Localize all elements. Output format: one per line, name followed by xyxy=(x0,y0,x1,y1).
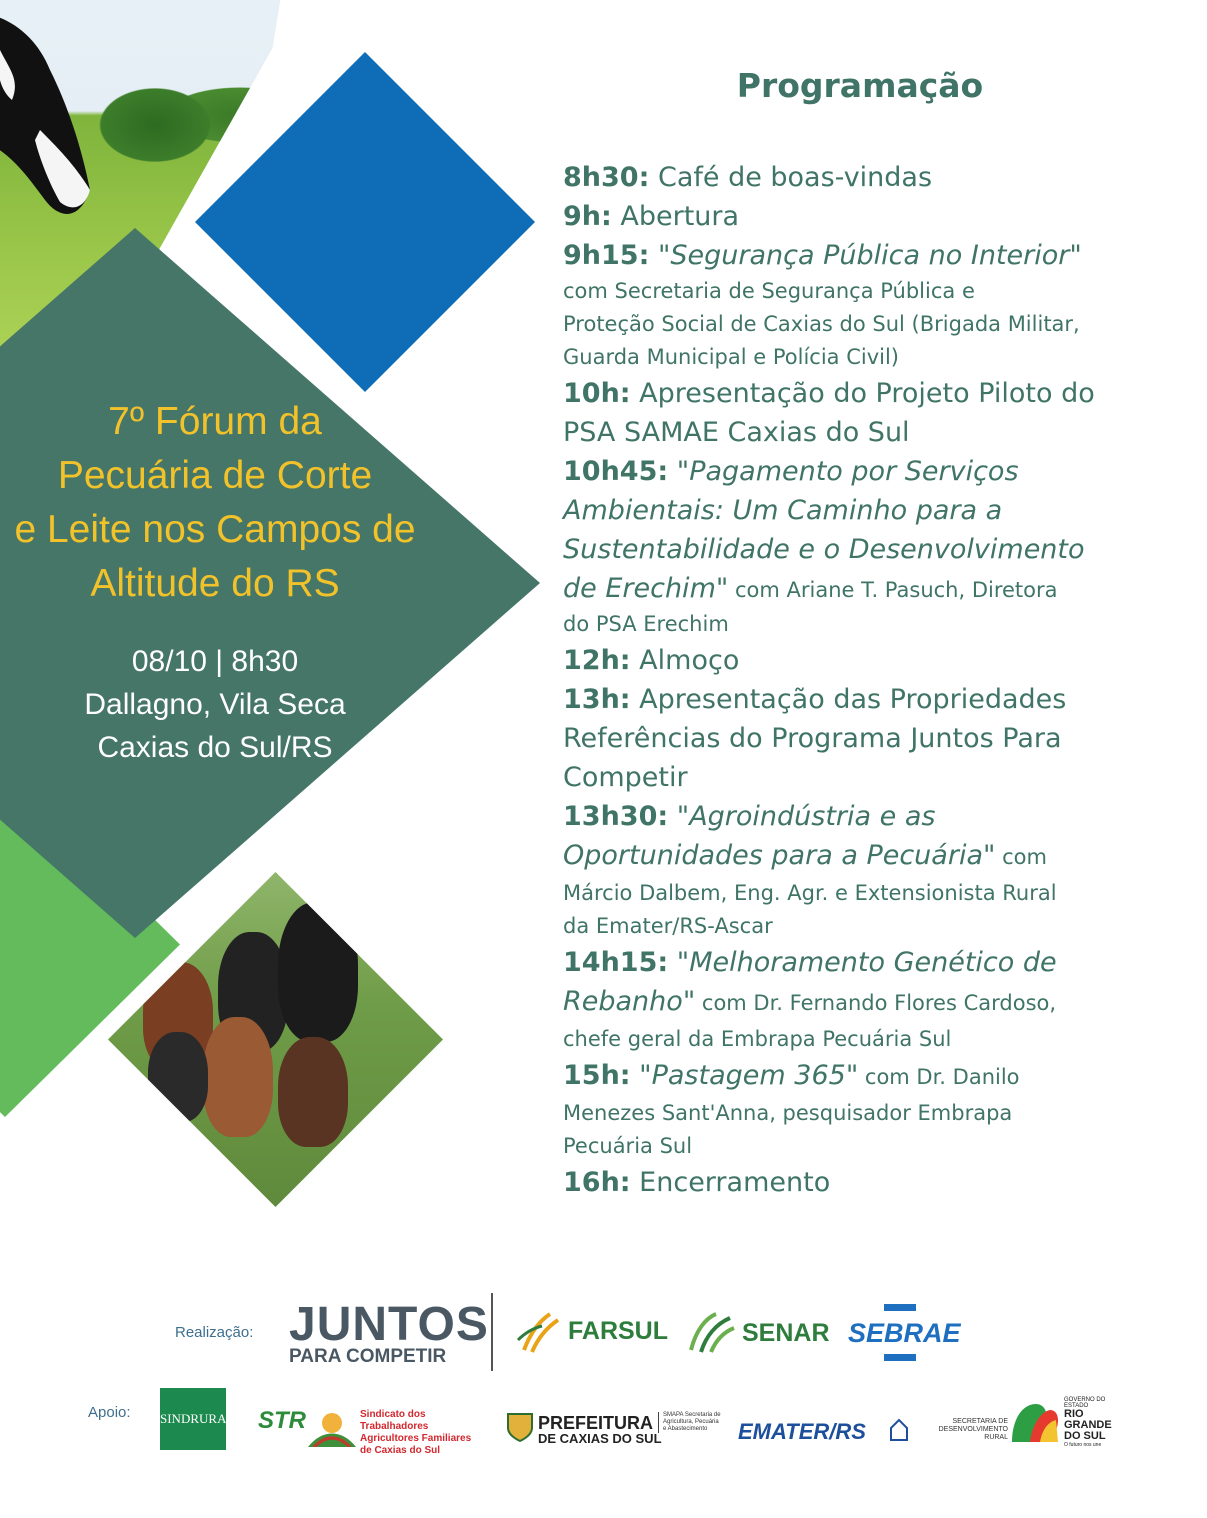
program-item xyxy=(563,197,1163,236)
prefeitura-line2: DE CAXIAS DO SUL xyxy=(538,1431,662,1446)
str-sun-field-icon xyxy=(308,1407,356,1447)
program-item xyxy=(563,158,1163,197)
cattle-herd-photo xyxy=(108,872,443,1207)
program-item xyxy=(563,236,1163,275)
program-detail: Proteção Social de Caxias do Sul (Brigada Militar, xyxy=(563,312,1080,336)
quote-close: " xyxy=(1069,240,1082,271)
program-item xyxy=(563,641,1163,680)
program-time: 14h15: xyxy=(563,947,669,978)
rs-profile-icon xyxy=(1010,1400,1060,1444)
program-detail: com Secretaria de Segurança Pública e xyxy=(563,279,975,303)
program-detail: do PSA Erechim xyxy=(563,612,729,636)
program-time: 16h: xyxy=(563,1167,631,1198)
program-detail: Guarda Municipal e Polícia Civil) xyxy=(563,345,899,369)
str-abbr: STR xyxy=(258,1407,306,1434)
program-item xyxy=(563,374,1163,413)
quote-open: " xyxy=(668,947,690,978)
program-heading: Programação xyxy=(736,66,984,105)
program-talk-title-end: Oportunidades para a Pecuária xyxy=(563,840,983,871)
program-item xyxy=(563,452,1163,491)
program-detail: Menezes Sant'Anna, pesquisador Embrapa xyxy=(563,1101,1013,1125)
program-time: 13h30: xyxy=(563,801,669,832)
sindrural-logo: SINDRURAL xyxy=(160,1388,226,1450)
program-talk-title-end: de Erechim xyxy=(563,573,716,604)
program-text: Apresentação do Projeto Piloto do xyxy=(630,378,1095,409)
black-cow-shape xyxy=(278,902,358,1042)
governo-label: GOVERNO DO ESTADO xyxy=(1064,1397,1106,1409)
forum-title-line: 7º Fórum da xyxy=(108,400,322,443)
program-text: Encerramento xyxy=(630,1167,831,1198)
caxias-coat-of-arms-icon xyxy=(506,1412,534,1442)
quote-close: " xyxy=(715,573,729,604)
sebrae-logo: SEBRAE xyxy=(848,1318,961,1348)
quote-open: " xyxy=(630,1060,652,1091)
program-detail: com Dr. Fernando Flores Cardoso, xyxy=(695,991,1057,1015)
program-text: Apresentação das Propriedades xyxy=(630,684,1067,715)
program-item-line xyxy=(563,569,1163,608)
program-detail: chefe geral da Embrapa Pecuária Sul xyxy=(563,1027,952,1051)
program-talk-title-cont: Ambientais: Um Caminho para a xyxy=(563,495,1003,526)
program-text-cont: Referências do Programa Juntos Para xyxy=(563,723,1062,754)
quote-close: " xyxy=(983,840,996,871)
str-name: Sindicato dos Trabalhadores Agricultores Familiares de Caxias do Sul xyxy=(360,1409,472,1456)
program-talk-title: Pagamento por Serviços xyxy=(689,456,1019,487)
program-time: 15h: xyxy=(563,1060,631,1091)
program-time: 10h: xyxy=(563,378,631,409)
quote-close: " xyxy=(845,1060,859,1091)
program-text-cont: Competir xyxy=(563,762,688,793)
program-list xyxy=(563,158,1163,1202)
apoio-label: Apoio: xyxy=(88,1404,131,1421)
program-item xyxy=(563,797,1163,836)
program-talk-title: Melhoramento Genético de xyxy=(689,947,1057,978)
governo-rs-logo xyxy=(1064,1397,1124,1448)
program-time: 9h: xyxy=(563,201,612,232)
senar-leaf-icon xyxy=(686,1310,736,1354)
farsul-wheat-icon xyxy=(516,1310,564,1354)
program-text-cont: PSA SAMAE Caxias do Sul xyxy=(563,417,910,448)
quote-open: " xyxy=(668,456,690,487)
smapa-label: SMAPA Secretaria de Agricultura, Pecuária e Abastecimento xyxy=(658,1412,723,1433)
sdr-label: SECRETARIA DE DESENVOLVIMENTO RURAL xyxy=(938,1418,1008,1441)
rgs-tagline: O futuro nos une xyxy=(1064,1442,1102,1448)
program-detail: Márcio Dalbem, Eng. Agr. e Extensionista Rural xyxy=(563,881,1057,905)
farsul-logo: FARSUL xyxy=(568,1317,668,1345)
cow-illustration xyxy=(0,0,90,220)
forum-title xyxy=(10,395,420,611)
program-talk-title: Pastagem 365 xyxy=(651,1060,846,1091)
small-black-calf-shape xyxy=(148,1032,208,1122)
str-logo xyxy=(258,1403,478,1456)
forum-city: Caxias do Sul/RS xyxy=(97,731,333,764)
prefeitura-line1: PREFEITURA xyxy=(538,1413,654,1433)
juntos-para-competir-logo xyxy=(289,1298,489,1367)
forum-title-line: e Leite nos Campos de xyxy=(14,508,416,551)
program-detail: da Emater/RS-Ascar xyxy=(563,914,773,938)
brown-calf-shape xyxy=(203,1017,273,1137)
program-time: 10h45: xyxy=(563,456,669,487)
program-talk-title-end: Rebanho xyxy=(563,986,683,1017)
program-detail: com xyxy=(995,845,1047,869)
program-item xyxy=(563,680,1163,719)
logo-divider xyxy=(491,1293,493,1371)
program-talk-title: Segurança Pública no Interior xyxy=(670,240,1070,271)
program-item xyxy=(563,1163,1163,1202)
program-talk-title-cont: Sustentabilidade e o Desenvolvimento xyxy=(563,534,1085,565)
quote-close: " xyxy=(682,986,696,1017)
rio-grande-do-sul-label: RIO GRANDE DO SUL xyxy=(1064,1408,1112,1442)
program-item xyxy=(563,1056,1163,1097)
program-item-line xyxy=(563,982,1163,1023)
forum-date-time: 08/10 | 8h30 xyxy=(131,645,299,678)
senar-logo: SENAR xyxy=(742,1319,830,1347)
forum-title-line: Altitude do RS xyxy=(90,562,340,605)
juntos-logo-big: JUNTOS xyxy=(289,1298,489,1351)
emater-logo: EMATER/RS xyxy=(738,1419,866,1444)
program-item-line xyxy=(563,836,1163,877)
program-text: Café de boas-vindas xyxy=(649,162,933,193)
forum-venue: Dallagno, Vila Seca xyxy=(84,688,346,721)
program-item xyxy=(563,943,1163,982)
ascar-house-icon xyxy=(890,1418,908,1442)
dark-calf-shape xyxy=(278,1037,348,1147)
quote-open: " xyxy=(668,801,690,832)
program-time: 9h15: xyxy=(563,240,650,271)
program-text: Almoço xyxy=(630,645,740,676)
quote-open: " xyxy=(649,240,671,271)
program-time: 12h: xyxy=(563,645,631,676)
program-detail: com Ariane T. Pasuch, Diretora xyxy=(728,578,1058,602)
forum-date-location xyxy=(50,640,380,769)
prefeitura-caxias-logo xyxy=(538,1414,662,1446)
program-talk-title: Agroindústria e as xyxy=(689,801,936,832)
program-time: 13h: xyxy=(563,684,631,715)
program-detail: com Dr. Danilo xyxy=(858,1065,1020,1089)
program-text: Abertura xyxy=(611,201,740,232)
program-time: 8h30: xyxy=(563,162,650,193)
program-detail: Pecuária Sul xyxy=(563,1134,693,1158)
juntos-logo-small: PARA COMPETIR xyxy=(289,1346,447,1367)
forum-title-line: Pecuária de Corte xyxy=(57,454,373,497)
realizacao-label: Realização: xyxy=(175,1324,254,1341)
